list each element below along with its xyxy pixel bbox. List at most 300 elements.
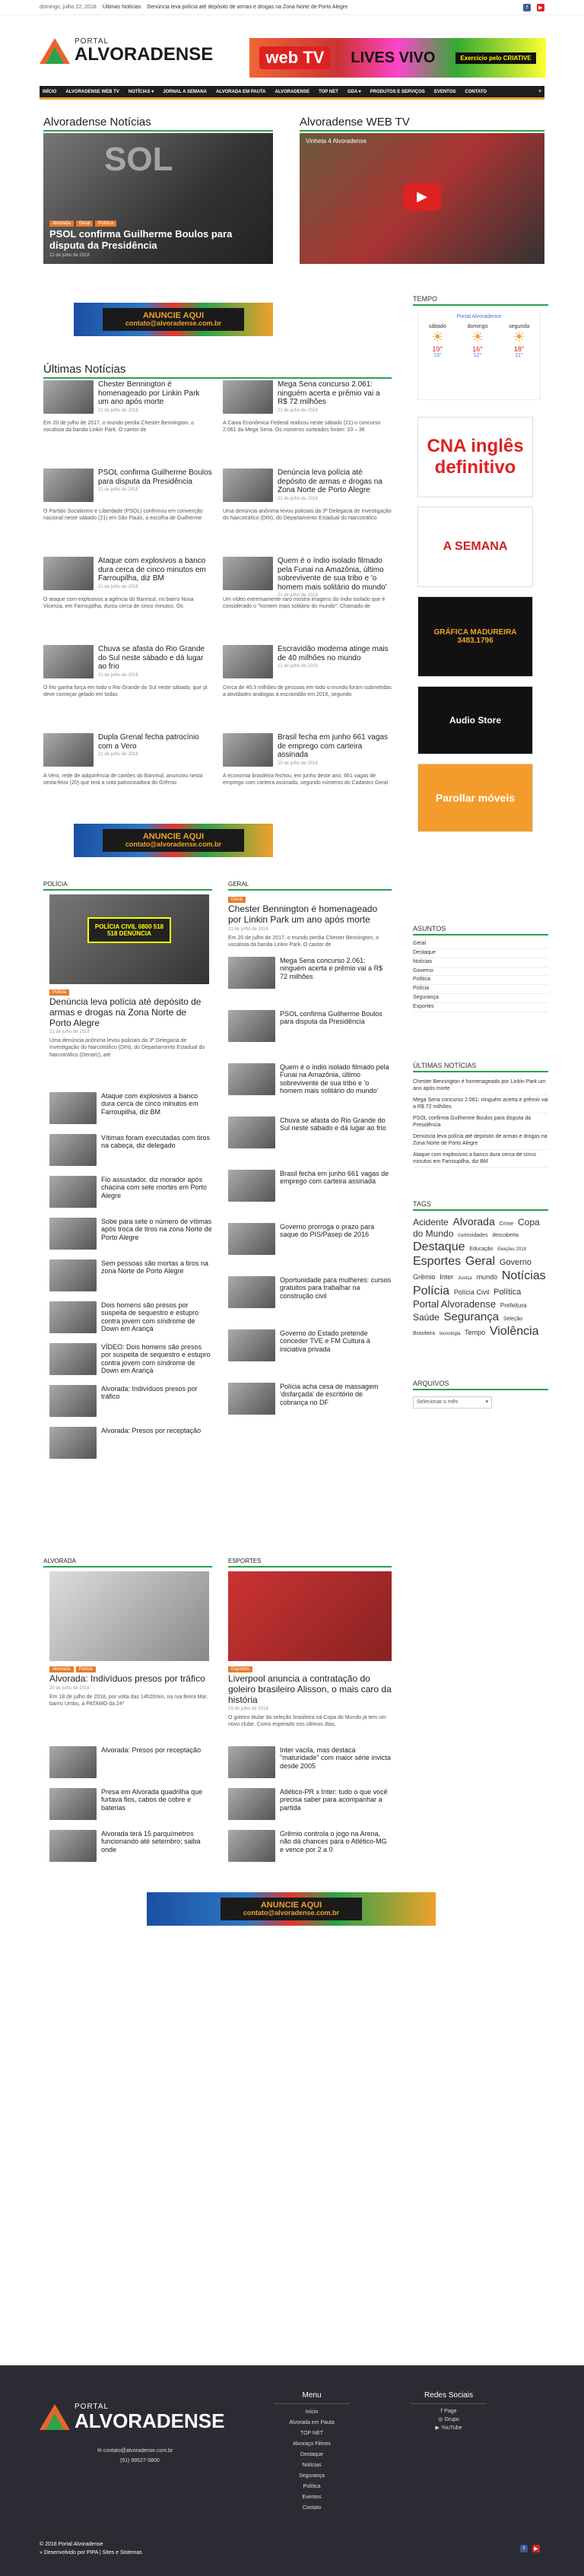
thumbnail[interactable] — [43, 733, 94, 767]
weather-high: 19° — [432, 345, 443, 353]
list-item[interactable] — [228, 1223, 392, 1255]
ad-line1: ANUNCIE AQUI — [142, 311, 205, 320]
footer-social-link[interactable] — [411, 2407, 487, 2416]
tag-link[interactable]: Copa do Mundo — [413, 1217, 540, 1239]
thumbnail[interactable] — [223, 469, 273, 502]
thumbnail[interactable] — [49, 1788, 97, 1820]
nav-item-6[interactable]: TOP NET — [319, 89, 338, 94]
category-link[interactable]: Segurança — [413, 994, 548, 1003]
weather-day-name: sábado — [428, 324, 446, 329]
list-item[interactable] — [228, 1170, 392, 1202]
item-excerpt: A Vero, rede de adquirência de cartões do Banrisul, anunciou nesta sexta-feira (20) que terá a cota patrocinadora do Grêmio — [43, 773, 203, 786]
sidebar-title-tags: TAGS — [413, 1200, 548, 1211]
item-title[interactable]: Alvorada: Presos por receptação — [101, 1746, 202, 1754]
thumbnail[interactable] — [228, 1010, 275, 1042]
item-date: 21 de julho de 2018 — [98, 752, 138, 757]
tag-link[interactable]: Geral — [465, 1255, 496, 1269]
main-nav — [40, 86, 544, 100]
ticker-text[interactable]: Denúncia leva polícia até depósito de armas e drogas na Zona Norte de Porto Alegre — [147, 5, 348, 10]
banner-web-tv: web TV — [259, 46, 330, 69]
esportes-featured-image[interactable] — [228, 1571, 392, 1661]
footer-dev-text: Desenvolvido por PIPA | Sites e Sistemas — [43, 2550, 142, 2555]
sidebar-news-link[interactable]: PSOL confirma Guilherme Boulos para disputa da Presidência — [413, 1113, 548, 1132]
item-excerpt: Um vídeo extremamente raro mostra imagens do índio isolado que é considerado o "homem mais solitário do mundo". Chamado de — [223, 597, 386, 610]
nav-item-7[interactable]: GDA ▾ — [347, 90, 361, 94]
section-title-policia: POLÍCIA — [43, 881, 212, 891]
footer-menu-link[interactable]: TOP NET — [300, 2431, 324, 2436]
top-bar — [0, 0, 584, 15]
sidebar-news-link[interactable]: Chester Bennington é homenageado por Linkin Park um ano após morte — [413, 1077, 548, 1095]
tag-link[interactable]: Governo — [499, 1258, 532, 1268]
item-title[interactable]: Presa em Alvorada quadrilha que furtava fios, cabos de cobre e baterias — [101, 1788, 203, 1812]
thumbnail[interactable] — [49, 1092, 97, 1124]
tag-link[interactable]: mundo — [476, 1273, 498, 1282]
item-title[interactable]: Chuva se afasta do Rio Grande do Sul neste sábado e dá lugar ao frio — [98, 645, 205, 671]
item-title[interactable]: PSOL confirma Guilherme Boulos para disputa da Presidência — [280, 1010, 382, 1026]
category-link[interactable]: Polícia — [413, 985, 548, 994]
thumbnail[interactable] — [223, 557, 273, 590]
footer-phone: (51) 99527-5800 — [120, 2458, 160, 2463]
slide-tag[interactable]: Alvorada — [49, 221, 74, 227]
tag-link[interactable]: Segurança — [443, 1310, 500, 1323]
alvorada-tag[interactable]: Alvorada — [49, 1666, 74, 1672]
search-icon[interactable]: ⌕ — [538, 89, 541, 94]
chevron-down-icon: ▾ — [485, 1399, 488, 1405]
tag-link[interactable]: Saúde — [413, 1311, 440, 1323]
list-item[interactable] — [49, 1301, 213, 1333]
tag-link[interactable]: Prefeitura — [500, 1301, 527, 1309]
alvorada-featured-image[interactable] — [49, 1571, 209, 1661]
list-item[interactable] — [49, 1092, 213, 1124]
nav-item-10[interactable]: CONTATO — [465, 89, 487, 94]
thumbnail[interactable] — [228, 1063, 275, 1095]
group-icon: ◎ — [438, 2416, 445, 2423]
sidebar-ad[interactable]: Parollar móveis — [417, 764, 533, 832]
footer-email[interactable] — [97, 2447, 173, 2454]
weather-day-name: segunda — [509, 324, 530, 329]
thumbnail[interactable] — [49, 1218, 97, 1250]
tag-link[interactable]: curiosidades — [458, 1233, 488, 1238]
tag-link[interactable]: Esportes — [413, 1255, 462, 1269]
footer-menu — [274, 2388, 350, 2514]
footer-logo-portal: PORTAL — [75, 2403, 110, 2411]
sun-icon: ☀ — [513, 329, 525, 345]
nav-item-5[interactable]: ALVORADENSE — [275, 89, 310, 94]
footer-menu-link[interactable]: Contato — [302, 2505, 322, 2511]
item-title[interactable]: Oportunidade para mulheres: cursos gratuitos para trabalhar na construção civil — [280, 1276, 392, 1300]
tag-link[interactable]: Tempo — [465, 1328, 486, 1336]
ad-banner[interactable] — [147, 1892, 436, 1926]
category-link[interactable]: Esportes — [413, 1003, 548, 1012]
tag-link[interactable]: Violência — [489, 1324, 539, 1338]
alvorada-headline[interactable]: Alvorada: Indivíduos presos por tráfico — [49, 1673, 205, 1684]
nav-item-2[interactable]: NOTÍCIAS ▾ — [128, 90, 154, 94]
policia-date: 21 de julho de 2018 — [49, 1030, 90, 1035]
list-item[interactable] — [49, 1343, 213, 1375]
item-excerpt: O frio ganha força em todo o Rio Grande do Sul neste sábado, que já deve começar gelado em todas — [43, 685, 208, 698]
alvorada-tag[interactable]: Polícia — [76, 1666, 96, 1672]
weather-high: 18° — [513, 345, 525, 353]
footer-menu-link[interactable]: Alvorada em Pauta — [289, 2420, 335, 2425]
item-title[interactable]: Atlético-PR x Inter: tudo o que você precisa saber para acompanhar a partida — [280, 1788, 388, 1812]
footer-logo[interactable] — [40, 2403, 224, 2431]
item-excerpt: Uma denúncia anônima levou policiais da 3ª Delegacia de Investigação do Narcotráfico (DIN), do Departamento Estadual do Narcotráfico — [223, 509, 392, 522]
item-date: 21 de julho de 2018 — [98, 672, 138, 678]
thumbnail[interactable] — [228, 1788, 275, 1820]
list-item[interactable] — [228, 957, 392, 989]
item-title[interactable]: Governo do Estado pretende conceder TVE e FM Cultura à iniciativa privada — [280, 1329, 370, 1353]
social-label: YouTube — [441, 2425, 462, 2431]
list-item[interactable] — [223, 557, 392, 598]
item-excerpt: Em 20 de julho de 2017, o mundo perdia Chester Bennington, o vocalista da banda Linkin Park. O cantor de — [43, 421, 195, 434]
list-item[interactable] — [223, 469, 392, 502]
item-title[interactable]: Fio assustador, diz morador após chacina com sete mortes em Porto Alegre — [101, 1176, 208, 1199]
policia-img-text: POLÍCIA CIVIL 0800 518 518 DENÚNCIA — [87, 917, 171, 943]
category-link[interactable]: Governo — [413, 967, 548, 977]
item-date: 21 de julho de 2018 — [278, 593, 318, 598]
sun-icon: ☀ — [431, 329, 444, 345]
tag-link[interactable]: Grêmio — [413, 1273, 436, 1282]
item-title[interactable]: Ataque com explosivos a banco dura cerca de cinco minutos em Farroupilha, diz BM — [101, 1092, 198, 1116]
policia-tag[interactable]: Polícia — [49, 989, 69, 996]
facebook-icon[interactable]: f — [520, 2545, 528, 2552]
facebook-icon: f — [440, 2408, 445, 2414]
item-title[interactable]: Dois homens são presos por suspeita de sequestro e estupro contra jovem com síndrome de Down em Arariçá — [101, 1301, 199, 1333]
sidebar-news-link[interactable]: Ataque com explosivos a banco dura cerca de cinco minutos em Farroupilha, diz BM — [413, 1150, 548, 1168]
list-item[interactable] — [49, 1788, 213, 1820]
youtube-icon[interactable]: ▶ — [532, 2545, 540, 2552]
slide-tag[interactable]: Política — [95, 221, 116, 227]
footer-menu-link[interactable]: Segurança — [299, 2473, 325, 2479]
weather-low: 12° — [473, 353, 482, 358]
item-title[interactable]: Chester Bennington é homenageado por Linkin Park um ano após morte — [98, 380, 200, 406]
list-item[interactable] — [43, 380, 212, 414]
list-item[interactable] — [228, 1276, 392, 1308]
footer-copyright: © 2018 Portal Alvoradense — [40, 2542, 103, 2547]
facebook-icon[interactable]: f — [523, 4, 531, 11]
list-item[interactable] — [49, 1176, 213, 1208]
thumbnail[interactable] — [43, 557, 94, 590]
footer-social-link[interactable] — [411, 2416, 487, 2424]
section-title: Alvoradense WEB TV — [300, 116, 544, 132]
nav-item-4[interactable]: ALVORADA EM PAUTA — [216, 89, 266, 94]
list-item[interactable] — [43, 733, 212, 767]
ultimas-section — [43, 363, 392, 379]
tag-link[interactable]: Crime — [499, 1221, 514, 1227]
item-excerpt: Cerca de 40,3 milhões de pessoas em todo o mundo foram submetidas a atividades análogas à escravidão em 2016, segundo — [223, 685, 392, 698]
thumbnail[interactable] — [49, 1746, 97, 1778]
slide-tag[interactable]: Geral — [76, 221, 94, 227]
footer-social — [411, 2388, 487, 2433]
list-item[interactable] — [49, 1259, 213, 1291]
sidebar-ad[interactable]: CNA inglês definitivo — [417, 417, 533, 497]
webtv-section — [300, 116, 544, 132]
alvorada-excerpt: Em 18 de julho de 2018, por volta das 14h20min, na rua Beira Mar, bairro Umbu, a PATAMO da 24º — [49, 1694, 208, 1707]
thumbnail[interactable] — [223, 380, 273, 414]
footer-menu-link[interactable]: Notícias — [302, 2463, 322, 2468]
footer-social-title: Redes Sociais — [411, 2388, 487, 2404]
header — [0, 15, 584, 78]
thumbnail[interactable] — [228, 1830, 275, 1862]
list-item[interactable] — [43, 469, 212, 502]
thumbnail[interactable] — [228, 957, 275, 989]
list-item[interactable] — [223, 380, 392, 414]
footer-menu-link[interactable]: Alvoraço Filmes — [293, 2441, 331, 2447]
item-title[interactable]: Inter vacila, mas destaca "maturidade" com maior série invicta desde 2005 — [280, 1746, 391, 1770]
weather-high: 16° — [472, 345, 483, 353]
sun-icon: ☀ — [471, 329, 484, 345]
weather-low: 11° — [515, 353, 523, 358]
video-title: Vinheta 4 Alvoradense — [306, 138, 367, 145]
footer-menu-link[interactable]: Início — [305, 2409, 319, 2415]
footer-email-text: contato@alvoradense.com.br — [103, 2448, 173, 2454]
tag-link[interactable]: Polícia — [413, 1284, 450, 1298]
footer-menu-link[interactable]: Política — [303, 2484, 321, 2489]
noticias-section — [43, 116, 273, 132]
weather-city: Portal Alvoradense — [456, 314, 502, 319]
thumbnail[interactable] — [223, 733, 273, 767]
item-title[interactable]: Polícia acha cesa de massagem 'disfarçada' de escritório de cobrança no DF — [280, 1383, 379, 1406]
tag-link[interactable]: descoberta — [492, 1233, 519, 1238]
list-item[interactable] — [228, 1746, 392, 1778]
ad-banner[interactable] — [74, 303, 273, 336]
item-date: 21 de julho de 2018 — [278, 664, 318, 669]
list-item[interactable] — [49, 1134, 213, 1166]
nav-item-3[interactable]: JORNAL A SEMANA — [163, 89, 208, 94]
banner-extra: Exercício pelo CRIATIVE — [455, 52, 535, 64]
ad-banner[interactable] — [74, 824, 273, 857]
social-label: Grupo — [444, 2417, 459, 2423]
geral-excerpt: Em 20 de julho de 2017, o mundo perdia Chester Bennington, o vocalista da banda Linkin Park. O cantor de — [228, 935, 379, 948]
tag-link[interactable]: tecnologia — [439, 1331, 461, 1336]
thumbnail[interactable] — [228, 1329, 275, 1361]
geral-date: 21 de julho de 2018 — [228, 926, 268, 932]
item-date: 21 de julho de 2018 — [98, 488, 138, 492]
thumbnail[interactable] — [43, 380, 94, 414]
thumbnail[interactable] — [43, 645, 94, 678]
item-excerpt: A Caixa Econômica Federal realizou neste sábado (21) o concurso 2.061 da Mega Sena. Os números sorteados foram: 33 – 36 — [223, 421, 381, 434]
thumbnail[interactable] — [228, 1223, 275, 1255]
ad-line1: ANUNCIE AQUI — [142, 832, 205, 841]
tag-link[interactable]: Polícia Civil — [453, 1288, 490, 1296]
sidebar-ad[interactable]: GRÁFICA MADUREIRA 3483.1796 — [417, 596, 533, 677]
item-title[interactable]: Quem é o índio isolado filmado pela Funai na Amazônia, último sobrevivente de sua tribo e 'o homem mais solitário do mundo' — [280, 1063, 389, 1095]
sidebar-news-link[interactable]: Mega Sena concurso 2.061: ninguém acerta e prêmio vai a R$ 72 milhões — [413, 1095, 548, 1113]
item-title[interactable]: Grêmio controla o jogo na Arena, não dá chances para o Atlético-MG e vence por 2 a 0 — [280, 1830, 387, 1853]
header-banner-ad[interactable] — [249, 38, 546, 78]
date: domingo, julho 22, 2018 — [40, 5, 97, 10]
footer-social-link[interactable] — [411, 2424, 487, 2432]
list-item[interactable] — [49, 1746, 213, 1778]
esportes-headline[interactable]: Liverpool anuncia a contratação do goleiro brasileiro Alisson, o mais caro da história — [228, 1673, 392, 1705]
thumbnail[interactable] — [228, 1276, 275, 1308]
nav-item-0[interactable]: INÍCIO — [43, 89, 57, 94]
item-date: 21 de julho de 2018 — [98, 584, 138, 589]
slide-headline[interactable]: PSOL confirma Guilherme Boulos para disputa da Presidência — [49, 228, 233, 252]
ad-line2: contato@alvoradense.com.br — [125, 840, 222, 849]
thumbnail[interactable] — [49, 1259, 97, 1291]
play-icon[interactable]: ▶ — [403, 183, 441, 211]
item-title[interactable]: Mega Sena concurso 2.061: ninguém acerta e prêmio vai a R$ 72 milhões — [278, 380, 380, 406]
category-link[interactable]: Destaque — [413, 949, 548, 958]
thumbnail[interactable] — [223, 645, 273, 678]
item-title[interactable]: Mega Sena concurso 2.061: ninguém acerta e prêmio vai a R$ 72 milhões — [280, 957, 383, 980]
sidebar-ad[interactable]: Audio Store — [417, 686, 533, 754]
tag-link[interactable]: Justiça — [458, 1276, 472, 1282]
archive-select[interactable] — [413, 1396, 492, 1409]
list-item[interactable] — [49, 1427, 213, 1459]
logo-name: ALVORADENSE — [75, 44, 214, 65]
footer-logo-name: ALVORADENSE — [75, 2409, 225, 2432]
list-item[interactable] — [228, 1063, 392, 1095]
tag-link[interactable]: Política — [494, 1287, 522, 1297]
list-item[interactable] — [49, 1218, 213, 1250]
tag-link[interactable]: Inter — [440, 1273, 454, 1282]
archive-select-value: Selecionar o mês — [417, 1399, 459, 1405]
item-excerpt: O Partido Socialismo e Liberdade (PSOL) confirmou em convenção nacional neste sábado (21) em São Paulo, a escolha de Guilherme — [43, 509, 203, 522]
list-item[interactable] — [223, 645, 392, 678]
thumbnail[interactable] — [228, 1383, 275, 1415]
item-title[interactable]: Denúncia leva polícia até depósito de armas e drogas na Zona Norte de Porto Alegre — [278, 469, 382, 494]
nav-item-9[interactable]: EVENTOS — [433, 89, 456, 94]
item-title[interactable]: Alvorada: Presos por receptação — [101, 1427, 202, 1434]
tag-link[interactable]: Alvorada — [452, 1215, 495, 1228]
thumbnail[interactable] — [49, 1176, 97, 1208]
thumbnail[interactable] — [49, 1830, 97, 1862]
item-title[interactable]: Escravidão moderna atinge mais de 40 milhões no mundo — [278, 645, 389, 662]
item-date: 21 de julho de 2018 — [98, 408, 138, 413]
footer-menu-link[interactable]: Destaque — [300, 2452, 323, 2457]
list-item[interactable] — [223, 733, 392, 767]
item-title[interactable]: Ataque com explosivos a banco dura cerca de cinco minutos em Farroupilha, diz BM — [98, 557, 206, 583]
geral-headline[interactable]: Chester Bennington é homenageado por Linkin Park um ano após morte — [228, 904, 378, 925]
weather-day-name: domingo — [467, 324, 488, 329]
ticker-label: Últimas Notícias — [102, 5, 141, 10]
nav-item-8[interactable]: PRODUTOS E SERVIÇOS — [370, 89, 425, 94]
item-title[interactable]: Brasil fecha em junho 661 vagas de emprego com carteira assinada — [280, 1170, 389, 1186]
sidebar-title-tempo: TEMPO — [413, 295, 548, 306]
item-title[interactable]: Quem é o índio isolado filmado pela Funai na Amazônia, último sobrevivente de sua tribo e 'o homem mais solitário do mundo' — [278, 557, 387, 592]
policia-excerpt: Uma denúncia anônima levou policiais da 3ª Delegacia de Investigação do Narcotráfico (DIN), do Departamento Estadual do Narcotráfico (Denarc), até — [49, 1038, 205, 1058]
footer-menu-link[interactable]: Eventos — [302, 2495, 322, 2500]
thumbnail[interactable] — [228, 1746, 275, 1778]
sidebar-news-link[interactable]: Denúncia leva polícia até depósito de armas e drogas na Zona Norte de Porto Alegre — [413, 1132, 548, 1150]
item-title[interactable]: PSOL confirma Guilherme Boulos para disputa da Presidência — [98, 469, 212, 486]
social-label: Page — [444, 2409, 457, 2414]
footer — [0, 2365, 584, 2576]
thumbnail[interactable] — [228, 1170, 275, 1202]
site-logo[interactable] — [40, 38, 213, 64]
sidebar-title-arquivos: ARQUIVOS — [413, 1380, 548, 1390]
geral-tag[interactable]: Geral — [228, 897, 246, 903]
tag-link[interactable]: Eleições 2018 — [497, 1247, 526, 1252]
item-date: 21 de julho de 2018 — [278, 408, 318, 413]
category-link[interactable]: Geral — [413, 940, 548, 949]
item-title[interactable]: Dupla Grenal fecha patrocínio com a Vero — [98, 733, 199, 751]
list-item[interactable] — [43, 645, 212, 678]
ad-line2: contato@alvoradense.com.br — [243, 1909, 340, 1917]
sidebar-ad[interactable]: A SEMANA — [417, 507, 533, 587]
item-title[interactable]: Governo prorroga o prazo para saque do PIS/Pasep de 2016 — [280, 1223, 375, 1239]
section-title-alvorada: ALVORADA — [43, 1558, 212, 1568]
tag-link[interactable]: Portal Alvoradense — [413, 1298, 497, 1310]
category-link[interactable]: Política — [413, 976, 548, 985]
youtube-icon: ▶ — [435, 2425, 442, 2431]
item-title[interactable]: Vítimas foram executadas com tiros na cabeça, diz delegado — [101, 1134, 211, 1150]
slide-date: 21 de julho de 2018 — [49, 253, 90, 258]
nav-item-1[interactable]: ALVORADENSE WEB TV — [65, 89, 119, 94]
weather-day — [509, 324, 529, 358]
list-item[interactable] — [228, 1010, 392, 1042]
alvorada-date: 20 de julho de 2018 — [49, 1685, 90, 1691]
item-date: 21 de julho de 2018 — [278, 496, 318, 501]
tag-link[interactable]: Acidente — [413, 1217, 449, 1228]
footer-dev[interactable]: » Desenvolvido por PIPA | Sites e Sistemas — [40, 2550, 142, 2555]
section-title: Últimas Notícias — [43, 363, 392, 379]
weather-day — [468, 324, 488, 358]
footer-menu-title: Menu — [274, 2388, 350, 2404]
policia-headline[interactable]: Denúncia leva polícia até depósito de armas e drogas na Zona Norte de Porto Alegre — [49, 996, 202, 1028]
tag-link[interactable]: Seleção Brasileira — [413, 1316, 523, 1336]
item-title[interactable]: VÍDEO: Dois homens são presos por suspeita de sequestro e estupro contra jovem com síndrome de Down em Arariçá — [101, 1343, 211, 1375]
list-item[interactable] — [49, 1830, 213, 1862]
webtv-video[interactable] — [300, 133, 544, 264]
item-title[interactable]: Sem pessoas são mortas a tiros na zona Norte de Porto Alegre — [101, 1259, 209, 1275]
category-link[interactable]: Notícias — [413, 958, 548, 967]
featured-slide[interactable]: SOL Alvorada Geral Política PSOL confirma Guilherme Boulos para disputa da Presidência 21 de julho de 2018 — [43, 133, 273, 264]
thumbnail[interactable] — [49, 1427, 97, 1459]
esportes-excerpt: O goleiro titular da seleção brasileira na Copa do Mundo já tem um novo clube. Como esperado nos últimos dias, — [228, 1715, 386, 1728]
section-title-esportes: ESPORTES — [228, 1558, 392, 1568]
thumbnail[interactable] — [228, 1116, 275, 1148]
item-excerpt: O ataque com explosivos a agência do Banrisul, no bairro Nova Vicenza, em Farroupilha, durou cerca de cinco minutos. Os — [43, 597, 194, 610]
logo-portal: PORTAL — [75, 37, 110, 46]
item-excerpt: A economia brasileira fechou, em junho deste ano, 661 vagas de emprego com carteira assinada, segundo números do Cadastro Geral — [223, 773, 389, 786]
list-item[interactable] — [228, 1830, 392, 1862]
weather-widget — [417, 310, 541, 400]
thumbnail[interactable] — [43, 469, 94, 502]
thumbnail[interactable] — [49, 1301, 97, 1333]
list-item[interactable] — [43, 557, 212, 590]
list-item[interactable] — [228, 1116, 392, 1148]
sidebar-title-ultimas: ÚLTIMAS NOTÍCIAS — [413, 1062, 548, 1072]
tag-link[interactable]: Notícias — [501, 1269, 546, 1283]
section-title: Alvoradense Notícias — [43, 116, 273, 132]
list-item[interactable] — [228, 1383, 392, 1415]
item-title[interactable]: Alvorada: Indivíduos presos por tráfico — [101, 1385, 198, 1401]
item-title[interactable]: Chuva se afasta do Rio Grande do Sul neste sábado e dá lugar ao frio — [280, 1116, 386, 1132]
item-title[interactable]: Brasil fecha em junho 661 vagas de emprego com carteira assinada — [278, 733, 389, 759]
ad-line1: ANUNCIE AQUI — [260, 1901, 322, 1910]
list-item[interactable] — [228, 1329, 392, 1361]
tag-link[interactable]: Educação — [469, 1247, 494, 1252]
thumbnail[interactable] — [49, 1343, 97, 1375]
list-item[interactable] — [49, 1385, 213, 1417]
weather-low: 13° — [433, 353, 442, 358]
item-title[interactable]: Alvorada terá 15 parquímetros funcionando até setembro; saiba onde — [101, 1830, 201, 1853]
thumbnail[interactable] — [49, 1385, 97, 1417]
envelope-icon: ✉ — [97, 2448, 103, 2454]
esportes-tag[interactable]: Esportes — [228, 1666, 252, 1672]
tag-link[interactable]: Destaque — [413, 1240, 465, 1253]
banner-lives: LIVES VIVO — [351, 49, 436, 66]
list-item[interactable] — [228, 1788, 392, 1820]
sidebar-title-asuntos: ASUNTOS — [413, 925, 548, 935]
youtube-icon[interactable]: ▶ — [537, 4, 544, 11]
item-title[interactable]: Sobe para sete o número de vítimas após troca de tiros na zona Norte de Porto Alegre — [101, 1218, 212, 1241]
thumbnail[interactable] — [49, 1134, 97, 1166]
policia-featured-image[interactable] — [49, 894, 209, 984]
